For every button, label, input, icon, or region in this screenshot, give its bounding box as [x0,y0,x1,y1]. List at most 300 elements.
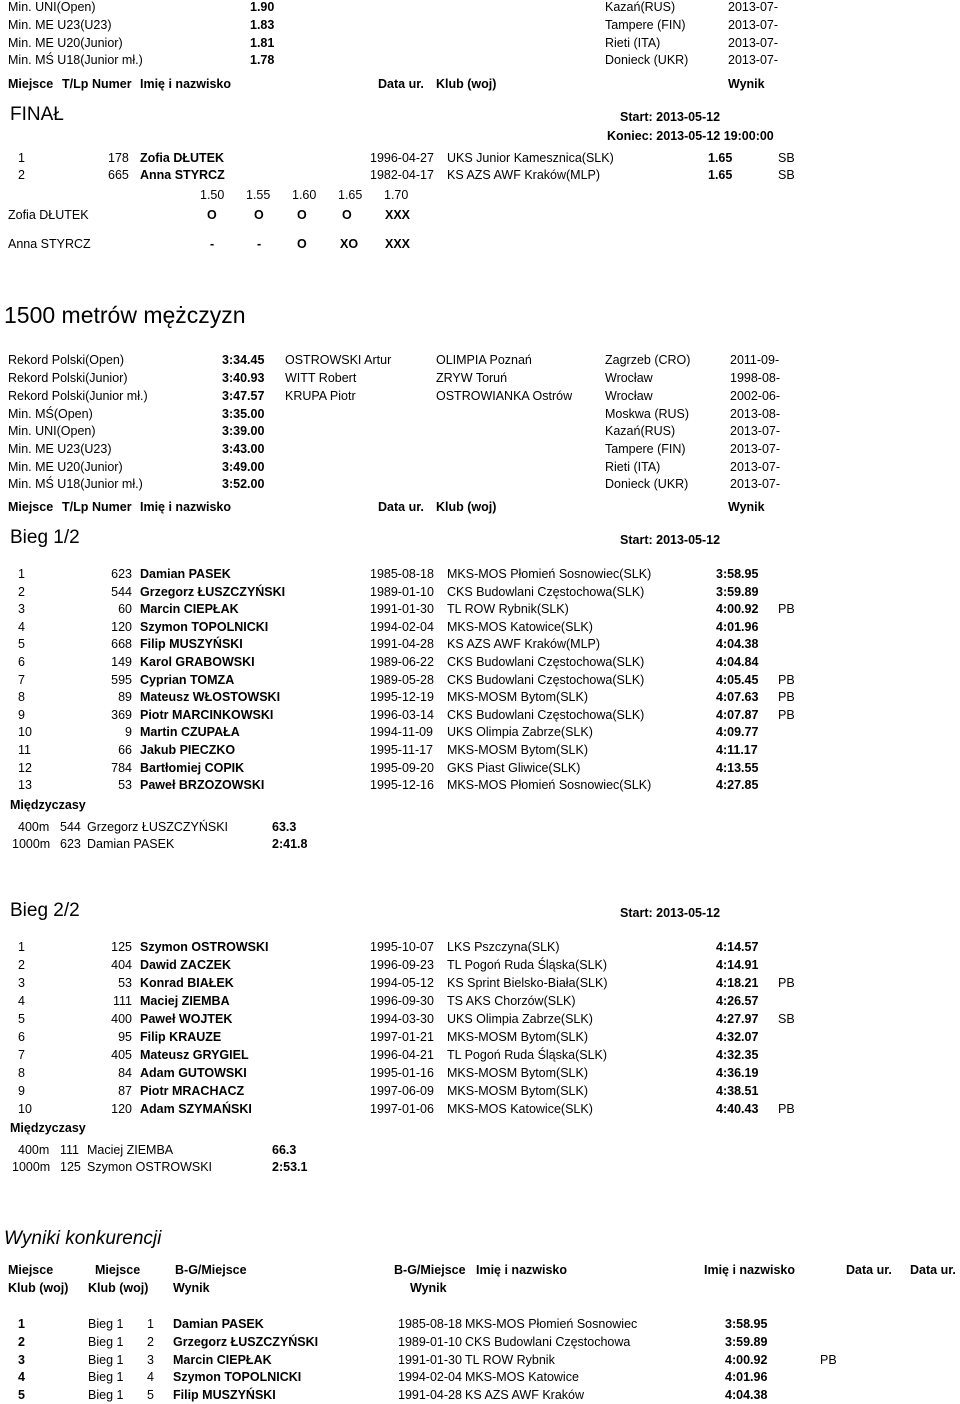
record-place: Wrocław [605,371,653,385]
place: 1 [18,151,25,165]
record-label: Min. UNI(Open) [8,0,96,14]
club: GKS Piast Gliwice(SLK) [447,760,581,775]
record-label: Min. ME U20(Junior) [8,36,123,50]
heat-title: Bieg 1/2 [10,527,80,548]
heat-position: 1 [147,1317,154,1331]
bib-number: 149 [111,655,132,669]
record-place: Rieti (ITA) [605,460,661,474]
split-time: 2:53.1 [272,1160,308,1174]
bib-number: 89 [118,690,132,705]
final-title: FINAŁ [10,104,64,125]
note: SB [778,1012,795,1026]
bib-number: 125 [111,940,132,954]
athlete-name: Szymon TOPOLNICKI [140,619,269,634]
bib-number: 111 [112,994,132,1008]
place: 10 [18,725,32,740]
athlete-name: Paweł WOJTEK [140,1012,233,1026]
summary-header: Klub (woj) [8,1281,69,1295]
result: 4:07.87 [716,707,759,722]
result: 3:58.95 [716,567,759,581]
bib-number: 9 [125,725,132,740]
split-time: 2:41.8 [272,837,308,851]
record-club: ZRYW Toruń [436,371,508,385]
athlete-name: Szymon TOPOLNICKI [173,1370,302,1385]
place: 12 [18,760,32,775]
record-club: OSTROWIANKA Ostrów [436,389,573,403]
bib-number: 84 [118,1066,132,1080]
bib-number: 595 [111,672,132,687]
athlete-name: Filip MUSZYŃSKI [140,637,243,652]
club: MKS-MOS Płomień Sosnowiec(SLK) [447,778,652,793]
result: 4:04.84 [716,655,759,669]
final-start: Start: 2013-05-12 [620,110,721,124]
club: CKS Budowlani Częstochowa(SLK) [447,655,645,669]
birth-date: 1989-06-22 [370,655,434,669]
club: KS AZS AWF Kraków(MLP) [447,168,601,182]
record-date: 2013-07- [730,477,781,491]
result: 4:32.07 [716,1030,759,1044]
record-label: Rekord Polski(Open) [8,353,125,367]
birth-date: 1989-01-10 [370,584,434,599]
bib-number: 53 [118,976,132,990]
birth-date: 1991-01-30 [370,602,434,617]
header-tlp: T/Lp [62,500,89,514]
bib-number: 665 [108,168,129,182]
place: 13 [18,778,32,793]
heat-position: 3 [147,1352,154,1367]
record-place: Moskwa (RUS) [605,407,690,421]
bib-number: 623 [60,837,81,851]
place: 5 [18,1012,25,1026]
place: 4 [18,1370,25,1385]
attempt-mark: - [210,237,215,251]
birth-date: 1996-09-30 [370,994,434,1008]
splits-label: Międzyczasy [10,1121,86,1135]
athlete-name: Anna STYRCZ [140,168,225,182]
heat: Bieg 1 [88,1334,124,1349]
birth-date: 1985-08-18 [370,567,434,581]
place: 3 [18,1352,25,1367]
result: 4:11.17 [716,743,758,757]
summary-header: Data ur. [910,1263,956,1277]
birth-date: 1994-05-12 [370,976,434,990]
final-end: Koniec: 2013-05-12 19:00:00 [607,129,774,143]
club: TS AKS Chorzów(SLK) [447,994,576,1008]
note: PB [778,1102,795,1116]
club: UKS Olimpia Zabrze(SLK) [447,1012,593,1026]
record-date: 2013-07- [730,460,781,474]
summary-header: Klub (woj) [88,1281,149,1295]
attempt-mark: O [254,208,264,222]
attempt-mark: O [297,208,307,222]
birth-date: 1997-01-21 [370,1030,434,1044]
club: CKS Budowlani Częstochowa(SLK) [447,584,645,599]
birth-date: 1995-11-17 [370,743,434,757]
heat: Bieg 1 [88,1352,124,1367]
bib-number: 120 [111,619,132,634]
heat: Bieg 1 [88,1317,124,1331]
result: 4:14.57 [716,940,759,954]
birth-date: 1996-04-21 [370,1048,434,1062]
record-label: Min. MŚ U18(Junior mł.) [8,53,143,67]
header-numer: Numer [92,77,132,91]
birth-date: 1995-09-20 [370,760,434,775]
record-label: Rekord Polski(Junior mł.) [8,389,148,403]
heat: Bieg 1 [88,1370,124,1385]
club: KS AZS AWF Kraków(MLP) [447,637,601,652]
birth-date: 1982-04-17 [370,168,434,182]
birth-date: 1985-08-18 [398,1317,462,1331]
birth-date: 1995-12-16 [370,778,434,793]
club: MKS-MOS Katowice(SLK) [447,619,593,634]
event-title: 1500 metrów mężczyzn [4,302,246,328]
record-label: Min. ME U23(U23) [8,442,112,456]
record-date: 1998-08- [730,371,781,385]
birth-date: 1996-09-23 [370,958,434,972]
header-data: Data ur. [378,500,424,514]
record-label: Min. ME U23(U23) [8,18,112,32]
athlete-name: Anna STYRCZ [8,237,91,251]
record-date: 2013-08- [730,407,781,421]
club: MKS-MOSM Bytom(SLK) [447,1030,588,1044]
place: 8 [18,690,25,705]
record-value: 3:47.57 [222,389,265,403]
place: 2 [18,168,25,182]
birth-date: 1994-02-04 [398,1370,462,1385]
splits-label: Międzyczasy [10,798,86,812]
club: KS AZS AWF Kraków [465,1388,585,1403]
record-value: 1.90 [250,0,275,14]
athlete-name: Jakub PIECZKO [140,743,236,757]
height: 1.70 [384,188,409,202]
bib-number: 53 [118,778,132,793]
birth-date: 1994-11-09 [370,725,434,740]
result: 3:59.89 [716,584,759,599]
note: PB [778,690,795,705]
split-distance: 1000m [12,837,51,851]
club: TL Pogoń Ruda Śląska(SLK) [447,1048,608,1062]
athlete-name: Cyprian TOMZA [140,672,235,687]
bib-number: 405 [111,1048,132,1062]
attempt-mark: XXX [385,237,411,251]
result: 4:00.92 [716,602,759,617]
bib-number: 120 [111,1102,132,1116]
heat-position: 4 [147,1370,154,1385]
result: 4:38.51 [716,1084,759,1098]
attempt-mark: XXX [385,208,411,222]
birth-date: 1991-04-28 [370,637,434,652]
bib-number: 623 [111,567,132,581]
athlete-name: Paweł BRZOZOWSKI [140,778,265,793]
bib-number: 66 [118,743,132,757]
split-distance: 1000m [12,1160,51,1174]
place: 1 [18,940,25,954]
place: 9 [18,707,25,722]
record-date: 2013-07- [728,53,779,67]
birth-date: 1989-01-10 [398,1334,462,1349]
split-time: 63.3 [272,820,297,834]
attempt-mark: O [342,208,352,222]
athlete-name: Karol GRABOWSKI [140,655,255,669]
birth-date: 1995-10-07 [370,940,434,954]
athlete-name: Zofia DŁUTEK [8,208,89,222]
header-imie: Imię i nazwisko [140,500,232,514]
birth-date: 1994-02-04 [370,619,434,634]
heat: Bieg 1 [88,1388,124,1403]
club: TL ROW Rybnik(SLK) [447,602,569,617]
record-value: 3:49.00 [222,460,265,474]
club: MKS-MOSM Bytom(SLK) [447,690,588,705]
club: MKS-MOSM Bytom(SLK) [447,1066,588,1080]
place: 4 [18,619,25,634]
record-holder: OSTROWSKI Artur [285,353,392,367]
athlete-name: Mateusz GRYGIEL [140,1048,249,1062]
heat-position: 2 [147,1334,154,1349]
club: MKS-MOS Katowice [465,1370,579,1385]
result: 4:07.63 [716,690,759,705]
place: 3 [18,976,25,990]
height: 1.50 [200,188,225,202]
club: MKS-MOS Płomień Sosnowiec [465,1317,638,1331]
header-klub: Klub (woj) [436,77,497,91]
attempt-mark: O [297,237,307,251]
header-numer: Numer [92,500,132,514]
record-club: OLIMPIA Poznań [436,353,532,367]
header-wynik: Wynik [728,500,765,514]
club: UKS Olimpia Zabrze(SLK) [447,725,593,740]
club: MKS-MOS Katowice(SLK) [447,1102,593,1116]
result: 4:09.77 [716,725,759,740]
place: 6 [18,655,25,669]
birth-date: 1989-05-28 [370,672,434,687]
bib-number: 404 [111,958,132,972]
athlete-name: Adam GUTOWSKI [140,1066,247,1080]
athlete-name: Dawid ZACZEK [140,958,231,972]
header-miejsce: Miejsce [8,500,54,514]
birth-date: 1996-03-14 [370,707,434,722]
record-place: Donieck (UKR) [605,477,689,491]
record-date: 2013-07- [728,18,779,32]
result: 4:26.57 [716,994,759,1008]
header-wynik: Wynik [728,77,765,91]
header-data: Data ur. [378,77,424,91]
summary-header: Miejsce [95,1263,141,1277]
athlete-name: Piotr MARCINKOWSKI [140,707,274,722]
bib-number: 111 [60,1143,80,1157]
summary-title: Wyniki konkurencji [4,1228,162,1249]
bib-number: 784 [111,760,132,775]
header-miejsce: Miejsce [8,77,54,91]
summary-header: Imię i nazwisko [476,1263,568,1277]
record-value: 3:52.00 [222,477,265,491]
heat-start: Start: 2013-05-12 [620,533,721,547]
record-date: 2013-07- [728,36,779,50]
height: 1.60 [292,188,317,202]
place: 5 [18,1388,25,1403]
result: 4:32.35 [716,1048,759,1062]
record-place: Donieck (UKR) [605,53,689,67]
athlete-name: Maciej ZIEMBA [87,1143,174,1157]
note: PB [820,1352,837,1367]
athlete-name: Marcin CIEPŁAK [140,602,239,617]
result: 4:18.21 [716,976,759,990]
record-place: Tampere (FIN) [605,18,686,32]
result: 4:01.96 [716,619,759,634]
birth-date: 1997-06-09 [370,1084,434,1098]
place: 7 [18,672,25,687]
club: CKS Budowlani Częstochowa [465,1334,631,1349]
place: 1 [18,567,25,581]
record-place: Zagrzeb (CRO) [605,353,691,367]
record-date: 2011-09- [730,353,780,367]
birth-date: 1994-03-30 [370,1012,434,1026]
bib-number: 95 [118,1030,132,1044]
height: 1.55 [246,188,271,202]
place: 2 [18,958,25,972]
summary-header: Wynik [410,1281,447,1295]
record-label: Min. MŚ(Open) [8,407,93,421]
club: MKS-MOSM Bytom(SLK) [447,1084,588,1098]
attempt-mark: O [207,208,217,222]
bib-number: 544 [111,584,132,599]
heat-position: 5 [147,1388,154,1403]
record-value: 3:34.45 [222,353,265,367]
birth-date: 1995-12-19 [370,690,434,705]
result: 4:00.92 [725,1352,768,1367]
bib-number: 60 [118,602,132,617]
summary-header: Wynik [173,1281,210,1295]
place: 11 [18,743,31,757]
record-value: 3:35.00 [222,407,265,421]
bib-number: 400 [111,1012,132,1026]
header-klub: Klub (woj) [436,500,497,514]
birth-date: 1995-01-16 [370,1066,434,1080]
summary-header: B-G/Miejsce [394,1263,466,1277]
place: 9 [18,1084,25,1098]
attempt-mark: XO [340,237,359,251]
athlete-name: Szymon OSTROWSKI [140,940,269,954]
header-imie: Imię i nazwisko [140,77,232,91]
club: TL ROW Rybnik [465,1352,555,1367]
summary-header: B-G/Miejsce [175,1263,247,1277]
athlete-name: Szymon OSTROWSKI [87,1160,213,1174]
result: 4:40.43 [716,1102,759,1116]
bib-number: 668 [111,637,132,652]
record-date: 2013-07- [728,0,779,14]
athlete-name: Piotr MRACHACZ [140,1084,245,1098]
result: 3:58.95 [725,1317,768,1331]
result: 4:05.45 [716,672,759,687]
result: 1.65 [708,168,733,182]
split-distance: 400m [18,1143,50,1157]
result: 4:04.38 [725,1388,768,1403]
athlete-name: Damian PASEK [87,837,175,851]
record-date: 2013-07- [730,442,781,456]
result: 4:04.38 [716,637,759,652]
summary-header: Data ur. [846,1263,892,1277]
note: SB [778,151,795,165]
bib-number: 87 [118,1084,132,1098]
athlete-name: Adam SZYMAŃSKI [140,1102,252,1116]
athlete-name: Zofia DŁUTEK [140,151,225,165]
birth-date: 1991-01-30 [398,1352,462,1367]
record-value: 1.81 [250,36,275,50]
athlete-name: Filip KRAUZE [140,1030,222,1044]
place: 2 [18,584,25,599]
record-place: Wrocław [605,389,653,403]
club: UKS Junior Kamesznica(SLK) [447,151,614,165]
place: 2 [18,1334,25,1349]
record-holder: WITT Robert [285,371,357,385]
athlete-name: Grzegorz ŁUSZCZYŃSKI [173,1334,319,1349]
place: 6 [18,1030,25,1044]
birth-date: 1996-04-27 [370,151,434,165]
result: 4:27.97 [716,1012,759,1026]
athlete-name: Damian PASEK [173,1317,264,1331]
result: 3:59.89 [725,1334,768,1349]
note: PB [778,602,795,617]
bib-number: 125 [60,1160,81,1174]
result: 4:27.85 [716,778,759,793]
place: 8 [18,1066,25,1080]
record-label: Min. MŚ U18(Junior mł.) [8,477,143,491]
athlete-name: Mateusz WŁOSTOWSKI [140,690,281,705]
result: 4:13.55 [716,760,759,775]
place: 3 [18,602,25,617]
record-value: 3:43.00 [222,442,265,456]
birth-date: 1997-01-06 [370,1102,434,1116]
height: 1.65 [338,188,363,202]
result: 4:01.96 [725,1370,768,1385]
athlete-name: Grzegorz ŁUSZCZYŃSKI [140,584,286,599]
note: PB [778,976,795,990]
birth-date: 1991-04-28 [398,1388,462,1403]
place: 4 [18,994,25,1008]
record-place: Kazań(RUS) [605,424,676,438]
athlete-name: Filip MUSZYŃSKI [173,1388,276,1403]
athlete-name: Damian PASEK [140,567,231,581]
header-tlp: T/Lp [62,77,89,91]
bib-number: 369 [111,707,132,722]
record-date: 2002-06- [730,389,781,403]
note: PB [778,707,795,722]
athlete-name: Konrad BIAŁEK [140,976,234,990]
place: 1 [18,1317,25,1331]
club: MKS-MOS Płomień Sosnowiec(SLK) [447,567,652,581]
summary-header: Imię i nazwisko [704,1263,796,1277]
record-value: 1.83 [250,18,275,32]
result: 4:14.91 [716,958,759,972]
note: SB [778,168,795,182]
record-value: 1.78 [250,53,275,67]
record-place: Tampere (FIN) [605,442,686,456]
record-value: 3:39.00 [222,424,265,438]
club: CKS Budowlani Częstochowa(SLK) [447,672,645,687]
club: CKS Budowlani Częstochowa(SLK) [447,707,645,722]
club: LKS Pszczyna(SLK) [447,940,560,954]
heat-title: Bieg 2/2 [10,900,80,921]
athlete-name: Marcin CIEPŁAK [173,1352,272,1367]
summary-header: Miejsce [8,1263,54,1277]
place: 7 [18,1048,25,1062]
club: TL Pogoń Ruda Śląska(SLK) [447,958,608,972]
result: 4:36.19 [716,1066,759,1080]
record-date: 2013-07- [730,424,781,438]
club: MKS-MOSM Bytom(SLK) [447,743,588,757]
note: PB [778,672,795,687]
athlete-name: Bartłomiej COPIK [140,760,245,775]
record-label: Min. UNI(Open) [8,424,96,438]
